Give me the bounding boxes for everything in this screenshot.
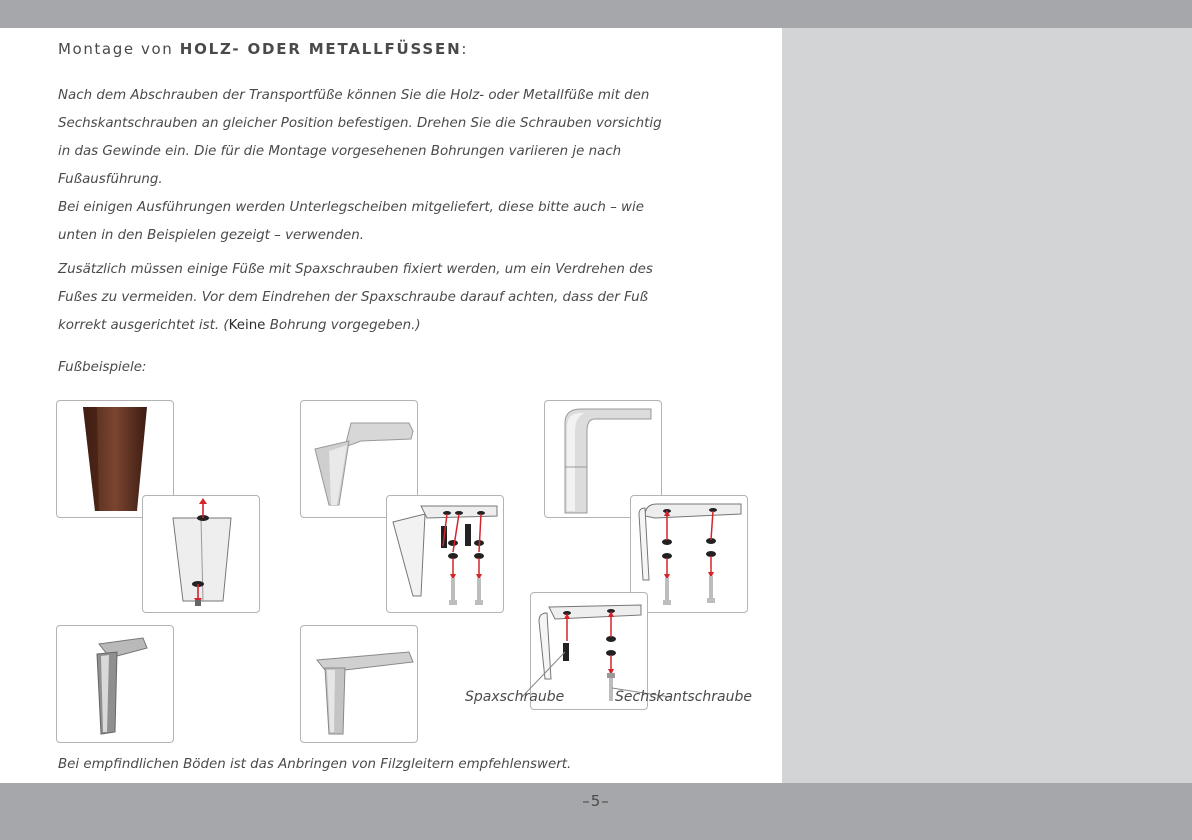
text-line: unten in den Beispielen gezeigt – verwenden.	[58, 228, 364, 243]
text-line: Nach dem Abschrauben der Transportfüße können Sie die Holz- oder Metallfüße mit den	[58, 88, 650, 103]
heading-bold: HOLZ- ODER METALLFÜSSEN	[179, 40, 462, 58]
text-line: Sechskantschrauben an gleicher Position befestigen. Drehen Sie die Schrauben vorsichtig	[58, 116, 662, 131]
text-fragment: Bohrung vorgegeben.)	[265, 318, 421, 333]
heading-prefix: Montage von	[58, 40, 180, 58]
examples-label: Fußbeispiele:	[58, 360, 147, 375]
text-line: Fußes zu vermeiden. Vor dem Eindrehen der Spaxschraube darauf achten, dass der Fuß	[58, 290, 649, 305]
heading-suffix: :	[461, 40, 469, 58]
felt-pad-note: Bei empfindlichen Böden ist das Anbringen von Filzgleitern empfehlenswert.	[58, 757, 572, 772]
label-spaxschraube: Spaxschraube	[465, 689, 565, 705]
keine-emphasis: Keine	[228, 318, 266, 333]
text-fragment: korrekt ausgerichtet ist. (	[58, 318, 229, 333]
text-line: Fußausführung.	[58, 172, 163, 187]
text-line: in das Gewinde ein. Die für die Montage vorgesehenen Bohrungen variieren je nach	[58, 144, 622, 159]
text-line: Zusätzlich müssen einige Füße mit Spaxschrauben fixiert werden, um ein Verdrehen des	[58, 262, 653, 277]
page-number: –5–	[582, 792, 610, 810]
label-sechskantschraube: Sechskantschraube	[615, 689, 752, 705]
text-line: Bei einigen Ausführungen werden Unterlegscheiben mitgeliefert, diese bitte auch – wie	[58, 200, 644, 215]
